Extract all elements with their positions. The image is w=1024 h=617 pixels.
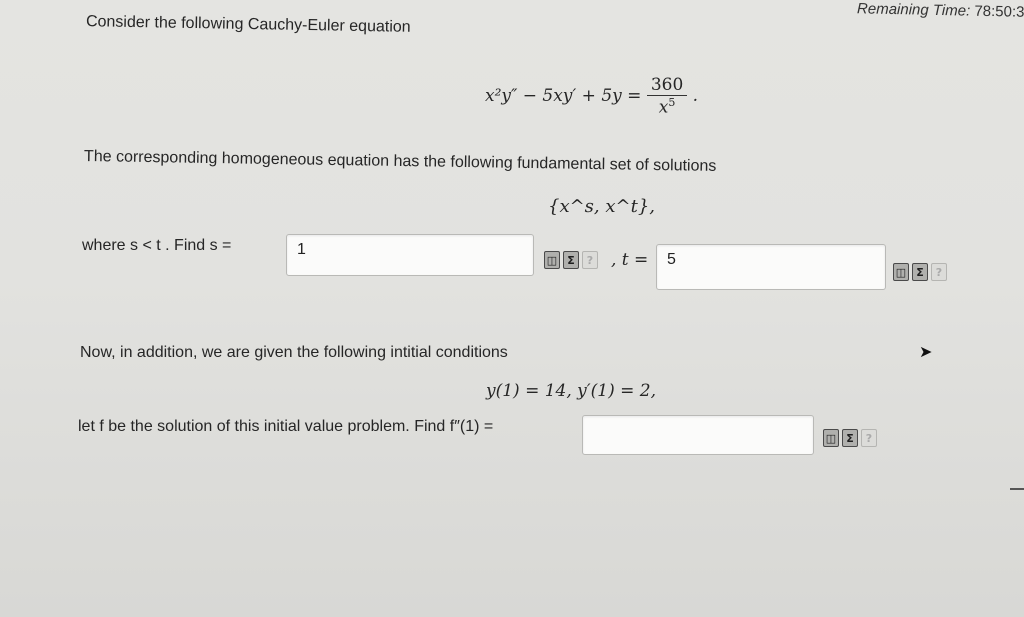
timer-value: 78:50:3	[973, 2, 1024, 21]
equation-numerator: 360	[647, 75, 687, 96]
sigma-icon[interactable]: Σ	[842, 429, 858, 447]
timer-label: Remaining Time:	[856, 0, 970, 20]
where-text: where s < t . Find s =	[82, 237, 232, 254]
remaining-time	[856, 0, 1024, 21]
equation-trailing: .	[692, 85, 699, 106]
initial-conditions: y(1) = 14, y′(1) = 2,	[486, 381, 656, 401]
t-answer-tools	[893, 263, 947, 281]
f-answer-tools	[823, 429, 877, 447]
help-icon[interactable]: ?	[582, 251, 598, 269]
equation-denominator-exp: 5	[668, 96, 676, 109]
t-input[interactable]: 5	[656, 244, 886, 290]
mouse-cursor-icon: ➤	[919, 344, 933, 361]
equation-lhs: x²y″ − 5xy′ + 5y =	[485, 85, 642, 106]
sigma-icon[interactable]: Σ	[912, 263, 928, 281]
preview-icon[interactable]: ◫	[544, 251, 560, 269]
s-answer-tools	[544, 251, 598, 269]
question-intro: Consider the following Cauchy-Euler equation	[85, 13, 411, 36]
find-text: let f be the solution of this initial value problem. Find f″(1) =	[78, 418, 494, 435]
preview-icon[interactable]: ◫	[893, 263, 909, 281]
equation-fraction	[647, 75, 687, 118]
main-equation	[485, 75, 698, 118]
equation-denominator-base: x	[658, 97, 669, 118]
edge-divider	[1010, 488, 1024, 490]
help-icon[interactable]: ?	[931, 263, 947, 281]
sigma-icon[interactable]: Σ	[563, 251, 579, 269]
homogeneous-text: The corresponding homogeneous equation has the following fundamental set of solutions	[83, 148, 717, 175]
s-input[interactable]: 1	[286, 234, 534, 276]
help-icon[interactable]: ?	[861, 429, 877, 447]
fundamental-set: {x^s, x^t},	[548, 196, 656, 217]
f-double-prime-input[interactable]	[582, 415, 814, 455]
preview-icon[interactable]: ◫	[823, 429, 839, 447]
t-label: , t =	[611, 250, 649, 270]
conditions-text: Now, in addition, we are given the following intitial conditions	[80, 344, 508, 361]
